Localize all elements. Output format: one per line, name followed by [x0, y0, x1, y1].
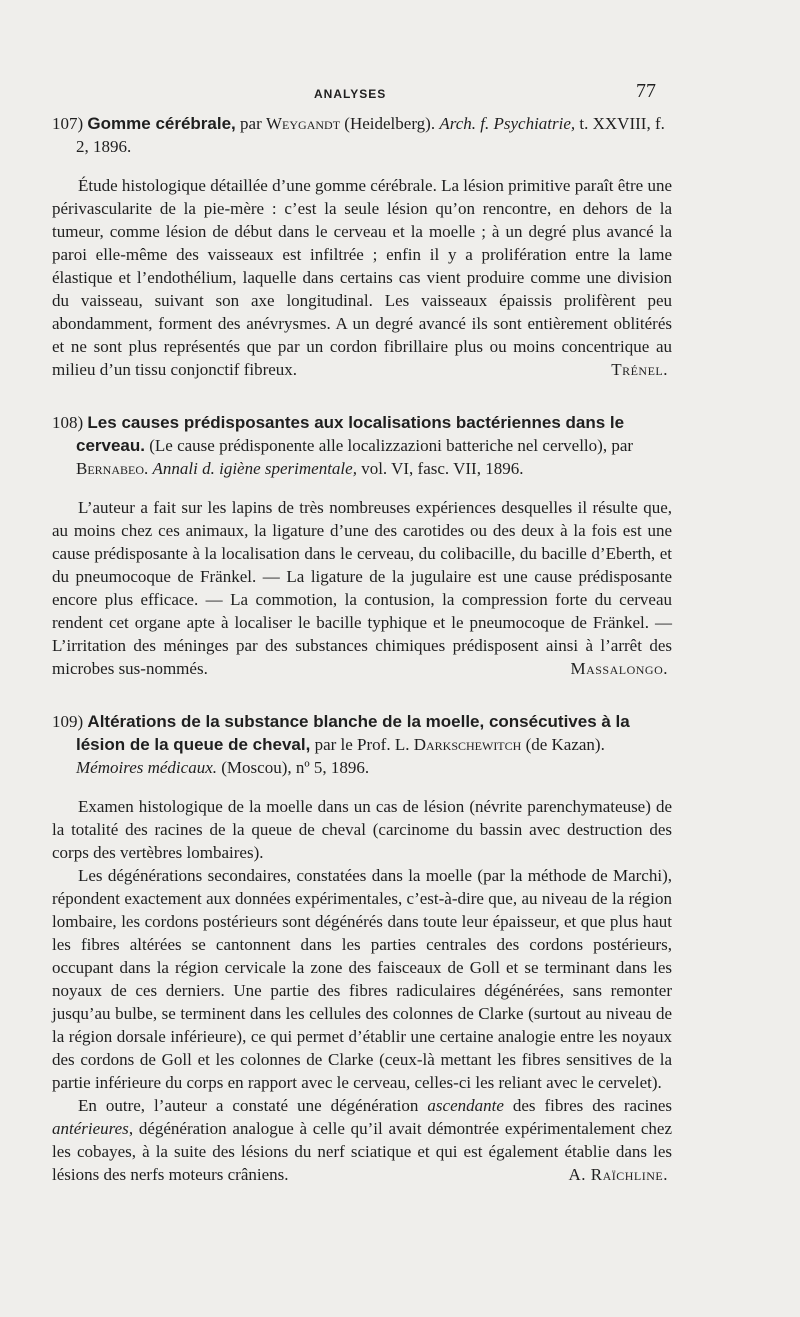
- reviewer-signature: Massalongo.: [570, 659, 668, 678]
- volume-info: (Moscou), nº 5, 1896.: [217, 758, 370, 777]
- entry-heading: [52, 411, 672, 480]
- author-location: (Heidelberg).: [340, 114, 440, 133]
- page-content: [52, 112, 672, 1216]
- entry-title: Les causes prédisposantes aux localisations bactériennes dans le cerveau.: [76, 413, 625, 455]
- entry-number: 107): [52, 114, 84, 133]
- journal-name: Annali d. igiène sperimentale,: [152, 459, 357, 478]
- journal-name: Arch. f. Psychiatrie,: [439, 114, 576, 133]
- body-paragraph: L’auteur a fait sur les lapins de très nombreuses expériences desquelles il résulte que, au moins chez ces animaux, la ligature d’une des carotides ou des deux à la fois est une cause prédisposante à la localisation dans le cerveau, du colibacille, du bacille d’Eberth, et du pneumocoque de Fränkel. — La ligature de la jugulaire est une cause prédisposante encore plus efficace. — La commotion, la contusion, la compression forte du cerveau rendent cet organe apte à localiser le bacille typhique et le pneumocoque de Fränkel. — L’irritation des méninges par des substances chimiques prédisposent ainsi à l’arrêt des microbes sus-nommés.: [52, 498, 672, 678]
- reviewer-signature: A. Raïchline.: [568, 1165, 668, 1184]
- entry-107: [52, 112, 672, 381]
- text-run: En outre, l’auteur a constaté une dégénération: [78, 1096, 428, 1115]
- entry-number: 109): [52, 712, 84, 731]
- page-number: 77: [636, 80, 656, 102]
- entry-heading: [52, 112, 672, 158]
- separator: .: [144, 459, 153, 478]
- author-location: (de Kazan).: [521, 735, 605, 754]
- by-text: par le Prof. L.: [310, 735, 414, 754]
- entry-title: Gomme cérébrale,: [87, 114, 236, 133]
- title-translation: (Le cause prédisponente alle localizzazioni batteriche nel cervello), par: [145, 436, 634, 455]
- body-paragraph: Examen histologique de la moelle dans un cas de lésion (névrite parenchymateuse) de la totalité des racines de la queue de cheval (carcinome du bassin avec destruction des corps des vertèbres lombaires).: [52, 797, 672, 862]
- author-name: Bernabeo: [76, 459, 145, 478]
- entry-title: Altérations de la substance blanche de la moelle, consécutives à la lésion de la queue de cheval,: [76, 712, 630, 754]
- text-run: des fibres des racines: [503, 1096, 672, 1115]
- body-paragraph: Les dégénérations secondaires, constatées dans la moelle (par la méthode de Marchi), répondent exactement aux données expérimentales, c’est-à-dire que, au niveau de la région lombaire, les cordons postérieurs sont dégénérés dans toute leur épaisseur, et que plus haut les fibres altérées se cantonnent dans les parties centrales des cordons postérieurs, occupant dans la région cervicale la zone des faisceaux de Goll et se terminant dans les noyaux de ces derniers. Une partie des fibres radiculaires dégénérées, sans remonter jusqu’au bulbe, se terminent dans les cellules des colonnes de Clarke (surtout au niveau de la région dorsale inférieure), ce qui permet d’établir une certaine analogie entre les noyaux des cordons de Goll et les colonnes de Clarke (ceux-là mettant les fibres sensitives de la partie inférieure du corps en rapport avec le cerveau, celles-ci les reliant avec le cervelet).: [52, 866, 672, 1092]
- entry-heading: [52, 710, 672, 779]
- text-run: , dégénération analogue à celle qu’il avait démontrée expérimentalement chez les cobayes, à la suite des lésions du nerf sciatique et qui est également établie dans les lésions des nerfs moteurs crâniens.: [52, 1119, 672, 1184]
- emphasis: ascendante: [427, 1096, 504, 1115]
- entry-108: [52, 411, 672, 680]
- journal-name: Mémoires médicaux.: [76, 758, 217, 777]
- emphasis: antérieures: [52, 1119, 129, 1138]
- header-title: ANALYSES: [314, 87, 387, 101]
- author-name: Darkschewitch: [413, 735, 522, 754]
- entry-number: 108): [52, 413, 84, 432]
- running-header: [52, 80, 656, 106]
- entry-109: [52, 710, 672, 1186]
- by-text: par: [235, 114, 266, 133]
- reviewer-signature: Trénel.: [611, 360, 668, 379]
- volume-info: t. XXVIII, f. 2, 1896.: [76, 114, 665, 156]
- body-paragraph: Étude histologique détaillée d’une gomme cérébrale. La lésion primitive paraît être une périvascularite de la pie-mère : c’est la seule lésion qu’on rencontre, en dehors de la tumeur, comme lésion de début dans le cerveau et la moelle ; à un degré plus avancé la paroi elle-même des vaisseaux est infiltrée ; enfin il y a prolifération entre la lame élastique et l’endothélium, laquelle dans certains cas vient produire comme une division du vaisseau, suivant son axe longitudinal. Les vaisseaux épaissis prolifèrent peu abondamment, forment des anévrysmes. A un degré avancé ils sont entièrement oblitérés et ne sont plus représentés que par un cordon fibrillaire plus ou moins concentrique au milieu d’un tissu conjonctif fibreux.: [52, 176, 672, 379]
- volume-info: vol. VI, fasc. VII, 1896.: [356, 459, 524, 478]
- author-name: Weygandt: [266, 114, 341, 133]
